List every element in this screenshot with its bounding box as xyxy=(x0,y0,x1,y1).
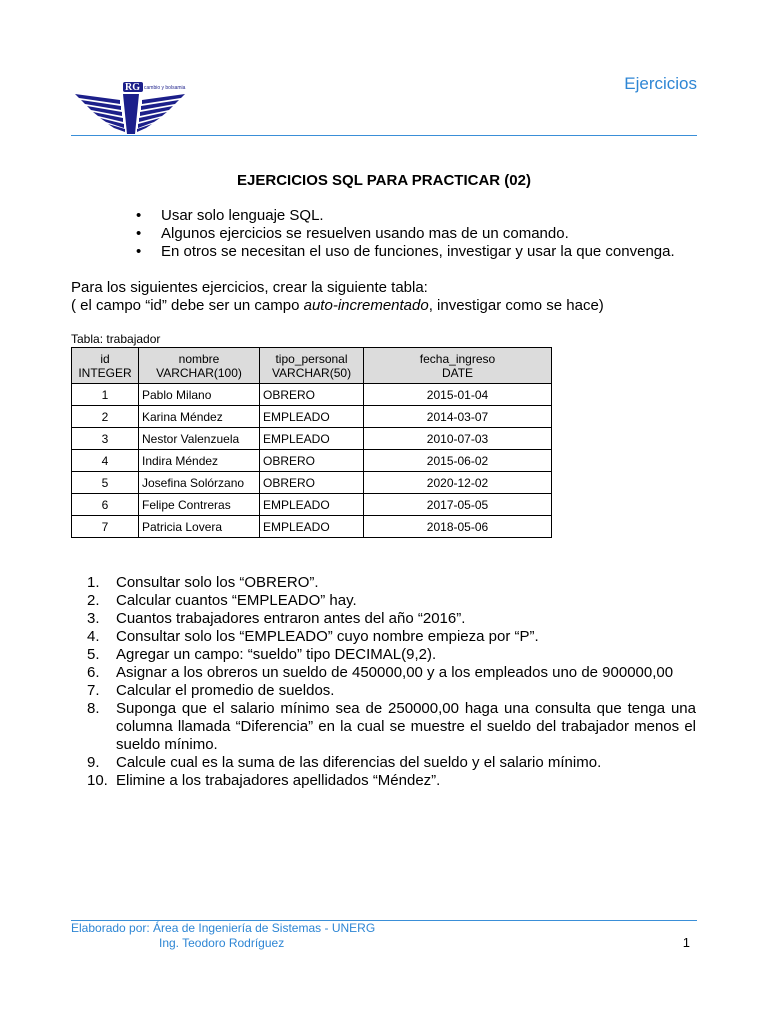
worker-table xyxy=(71,347,552,538)
cell-fecha: 2018-05-06 xyxy=(364,516,552,538)
logo-letters: RG xyxy=(125,82,140,93)
column-header-id: id INTEGER xyxy=(72,348,139,384)
column-header-nombre: nombre VARCHAR(100) xyxy=(139,348,260,384)
exercise-text: Cuantos trabajadores entraron antes del año “2016”. xyxy=(116,610,466,627)
cell-nombre: Indira Méndez xyxy=(139,450,260,472)
logo-emblem-icon xyxy=(75,78,191,134)
exercise-text: Suponga que el salario mínimo sea de 250000,00 haga una consulta que tenga una columna llamada “Diferencia” en la cual se muestre el sueldo del trabajador menos el sueldo mínimo. xyxy=(116,700,696,753)
cell-tipo: EMPLEADO xyxy=(260,428,364,450)
cell-id: 4 xyxy=(72,450,139,472)
instructions-list xyxy=(136,207,675,261)
exercise-number: 3. xyxy=(87,610,100,627)
column-header-tipo-personal: tipo_personal VARCHAR(50) xyxy=(260,348,364,384)
footer-credits xyxy=(71,921,375,951)
instruction-item: • En otros se necesitan el uso de funciones, investigar y usar la que convenga. xyxy=(136,243,675,261)
exercise-text: Consultar solo los “OBRERO”. xyxy=(116,574,319,591)
cell-fecha: 2017-05-05 xyxy=(364,494,552,516)
cell-nombre: Felipe Contreras xyxy=(139,494,260,516)
cell-nombre: Nestor Valenzuela xyxy=(139,428,260,450)
cell-tipo: OBRERO xyxy=(260,450,364,472)
header-title: Ejercicios xyxy=(624,74,697,93)
table-row xyxy=(72,428,552,450)
exercise-text: Elimine a los trabajadores apellidados “Méndez”. xyxy=(116,772,441,789)
cell-tipo: EMPLEADO xyxy=(260,516,364,538)
table-row xyxy=(72,472,552,494)
exercise-item xyxy=(87,700,696,754)
exercise-number: 4. xyxy=(87,628,100,645)
cell-fecha: 2014-03-07 xyxy=(364,406,552,428)
cell-nombre: Patricia Lovera xyxy=(139,516,260,538)
column-header-fecha-ingreso: fecha_ingreso DATE xyxy=(364,348,552,384)
exercise-number: 10. xyxy=(87,772,108,789)
exercise-item xyxy=(87,610,696,628)
cell-tipo: EMPLEADO xyxy=(260,406,364,428)
cell-id: 5 xyxy=(72,472,139,494)
exercise-item xyxy=(87,772,696,790)
document-title: EJERCICIOS SQL PARA PRACTICAR (02) xyxy=(237,172,531,189)
cell-fecha: 2020-12-02 xyxy=(364,472,552,494)
footer-author-name: Ing. Teodoro Rodríguez xyxy=(159,936,285,950)
exercise-item xyxy=(87,754,696,772)
exercise-item xyxy=(87,628,696,646)
table-row xyxy=(72,450,552,472)
exercise-text: Calcular el promedio de sueldos. xyxy=(116,682,335,699)
table-row xyxy=(72,406,552,428)
table-row xyxy=(72,516,552,538)
exercise-number: 6. xyxy=(87,664,100,681)
cell-nombre: Karina Méndez xyxy=(139,406,260,428)
cell-nombre: Pablo Milano xyxy=(139,384,260,406)
table-caption: Tabla: trabajador xyxy=(71,332,161,346)
intro-line: Para los siguientes ejercicios, crear la siguiente tabla: xyxy=(71,279,428,296)
exercise-text: Agregar un campo: “sueldo” tipo DECIMAL(9,2). xyxy=(116,646,437,663)
cell-fecha: 2015-01-04 xyxy=(364,384,552,406)
table-header-row xyxy=(72,348,552,384)
exercise-text: Consultar solo los “EMPLEADO” cuyo nombre empieza por “P”. xyxy=(116,628,539,645)
cell-id: 6 xyxy=(72,494,139,516)
cell-fecha: 2015-06-02 xyxy=(364,450,552,472)
exercise-item xyxy=(87,592,696,610)
cell-id: 7 xyxy=(72,516,139,538)
instruction-item: • Algunos ejercicios se resuelven usando mas de un comando. xyxy=(136,225,675,243)
exercise-text: Calcular cuantos “EMPLEADO” hay. xyxy=(116,592,357,609)
exercise-item xyxy=(87,646,696,664)
exercise-item xyxy=(87,682,696,700)
exercise-number: 1. xyxy=(87,574,100,591)
exercise-text: Calcule cual es la suma de las diferencias del sueldo y el salario mínimo. xyxy=(116,754,602,771)
logo-text: cambio y bolsamia xyxy=(144,85,186,91)
company-logo xyxy=(75,78,191,134)
exercise-number: 7. xyxy=(87,682,100,699)
cell-tipo: EMPLEADO xyxy=(260,494,364,516)
cell-id: 2 xyxy=(72,406,139,428)
cell-nombre: Josefina Solórzano xyxy=(139,472,260,494)
cell-fecha: 2010-07-03 xyxy=(364,428,552,450)
cell-tipo: OBRERO xyxy=(260,384,364,406)
exercise-item xyxy=(87,664,696,682)
cell-id: 3 xyxy=(72,428,139,450)
intro-paragraph xyxy=(71,279,604,315)
intro-line: ( el campo “id” debe ser un campo auto-incrementado, investigar como se hace) xyxy=(71,297,604,314)
cell-tipo: OBRERO xyxy=(260,472,364,494)
auto-increment-emphasis: auto-incrementado xyxy=(303,297,429,314)
exercise-list xyxy=(87,574,696,790)
exercise-item xyxy=(87,574,696,592)
exercise-number: 8. xyxy=(87,700,100,717)
table-row xyxy=(72,384,552,406)
table-row xyxy=(72,494,552,516)
cell-id: 1 xyxy=(72,384,139,406)
header-divider xyxy=(71,135,697,136)
exercise-number: 5. xyxy=(87,646,100,663)
exercise-text: Asignar a los obreros un sueldo de 450000,00 y a los empleados uno de 900000,00 xyxy=(116,664,674,681)
exercise-number: 9. xyxy=(87,754,100,771)
page-number: 1 xyxy=(682,935,690,950)
exercise-number: 2. xyxy=(87,592,100,609)
footer-author-area: Elaborado por: Área de Ingeniería de Sistemas - UNERG xyxy=(71,921,376,935)
instruction-item: • Usar solo lenguaje SQL. xyxy=(136,207,675,225)
